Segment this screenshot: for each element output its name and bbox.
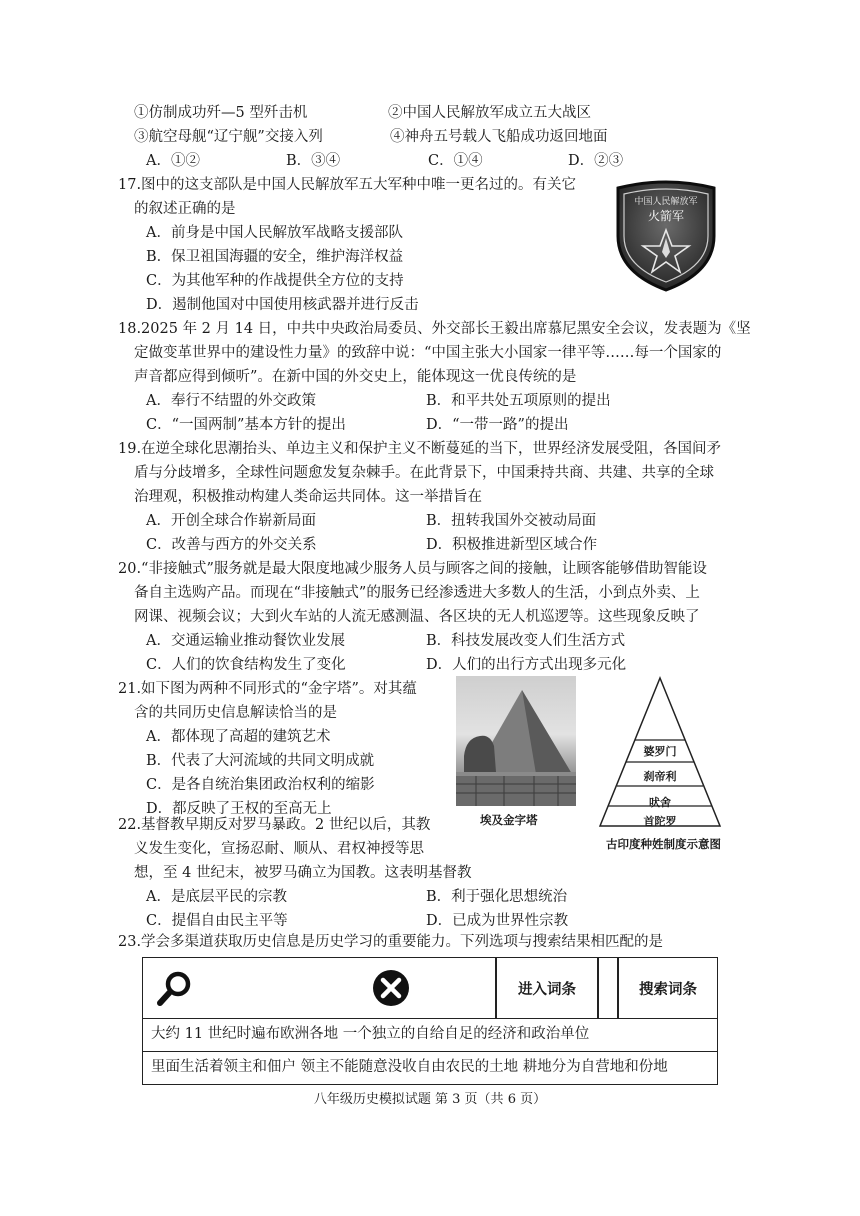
q17-stem-line1: 17.图中的这支部队是中国人民解放军五大军种中唯一更名过的。有关它 — [118, 177, 577, 193]
search-result-text-1: 大约 11 世纪时遍布欧洲各地 一个独立的自给自足的经济和政治单位 — [151, 1026, 590, 1042]
q19-option-c: C．改善与西方的外交关系 — [146, 537, 317, 553]
q21-option-d: D．都反映了王权的至高无上 — [146, 801, 332, 817]
q18-stem-line1: 18.2025 年 2 月 14 日，中共中央政治局委员、外交部长王毅出席慕尼黑安全会议，发表题为《坚 — [118, 321, 751, 337]
q23-stem: 23.学会多渠道获取历史信息是历史学习的重要能力。下列选项与搜索结果相匹配的是 — [118, 934, 664, 950]
search-icon[interactable] — [157, 970, 193, 1006]
caste-label-brahmin: 婆罗门 — [643, 745, 677, 758]
q16-option-c: C．①④ — [428, 153, 483, 169]
q21-option-a: A．都体现了高超的建筑艺术 — [146, 729, 331, 745]
search-result-text-2: 里面生活着领主和佃户 领主不能随意没收自由农民的土地 耕地分为自营地和份地 — [151, 1059, 668, 1075]
rocket-force-badge-icon — [612, 180, 720, 292]
q19-stem-line1: 19.在逆全球化思潮抬头、单边主义和保护主义不断蔓延的当下，世界经济发展受阻，各国间矛 — [118, 441, 722, 457]
q18-option-b: B．和平共处五项原则的提出 — [426, 393, 611, 409]
q16-option-d: D．②③ — [568, 153, 624, 169]
search-result-row — [143, 1018, 717, 1052]
q22-option-a: A．是底层平民的宗教 — [146, 889, 287, 905]
q22-option-d: D．已成为世界性宗教 — [426, 913, 569, 929]
egypt-pyramid-photo — [456, 676, 576, 806]
q20-option-a: A．交通运输业推动餐饮业发展 — [146, 633, 345, 649]
q19-option-a: A．开创全球合作崭新局面 — [146, 513, 316, 529]
q19-stem-line2: 盾与分歧增多，全球性问题愈发复杂棘手。在此背景下，中国秉持共商、共建、共享的全球 — [134, 465, 714, 481]
svg-text:火箭军: 火箭军 — [647, 209, 685, 223]
q17-option-b: B．保卫祖国海疆的安全，维护海洋权益 — [146, 249, 404, 265]
q16-option-a: A．①② — [146, 153, 200, 169]
enter-entry-button[interactable]: 进入词条 — [518, 981, 576, 998]
q20-stem-line3: 网课、视频会议；大到火车站的人流无感测温、各区块的无人机巡逻等。这些现象反映了 — [134, 609, 700, 625]
q21-stem-line1: 21.如下图为两种不同形式的“金字塔”。对其蕴 — [118, 681, 417, 697]
q22-stem-line3: 想，至 4 世纪末，被罗马确立为国教。这表明基督教 — [134, 865, 472, 881]
q16-item-4: ④神舟五号载人飞船成功返回地面 — [390, 129, 608, 145]
q22-option-c: C．提倡自由民主平等 — [146, 913, 288, 929]
q19-stem-line3: 治理观，积极推动构建人类命运共同体。这一举措旨在 — [134, 489, 482, 505]
q21-option-c: C．是各自统治集团政治权利的缩影 — [146, 777, 375, 793]
q19-option-d: D．积极推进新型区域合作 — [426, 537, 598, 553]
divider — [597, 958, 599, 1018]
search-entry-button[interactable]: 搜索词条 — [639, 981, 697, 998]
search-result-row — [143, 1051, 717, 1084]
q17-option-c: C．为其他军种的作战提供全方位的支持 — [146, 273, 404, 289]
q18-option-d: D．“一带一路”的提出 — [426, 417, 569, 433]
q21-option-b: B．代表了大河流域的共同文明成就 — [146, 753, 375, 769]
egypt-photo-caption: 埃及金字塔 — [480, 813, 538, 827]
q18-option-c: C．“一国两制”基本方针的提出 — [146, 417, 346, 433]
q22-option-b: B．利于强化思想统治 — [426, 889, 568, 905]
q20-stem-line1: 20.“非接触式”服务就是最大限度地减少服务人员与顾客之间的接触，让顾客能够借助智能设 — [118, 561, 707, 577]
svg-text:中国人民解放军: 中国人民解放军 — [634, 197, 698, 207]
q20-option-b: B．科技发展改变人们生活方式 — [426, 633, 626, 649]
search-result-table — [142, 957, 718, 1085]
q20-stem-line2: 备自主选购产品。而现在“非接触式”的服务已经渗透进大多数人的生活，小到点外卖、上 — [134, 585, 700, 601]
q17-option-a: A．前身是中国人民解放军战略支援部队 — [146, 225, 403, 241]
q21-stem-line2: 含的共同历史信息解读恰当的是 — [134, 705, 337, 721]
q19-option-b: B．扭转我国外交被动局面 — [426, 513, 597, 529]
q22-stem-line1: 22.基督教早期反对罗马暴政。2 世纪以后，其教 — [118, 817, 431, 833]
q18-stem-line2: 定做变革世界中的建设性力量》的致辞中说：“中国主张大小国家一律平等……每一个国家的 — [134, 345, 722, 361]
q16-item-3: ③航空母舰“辽宁舰”交接入列 — [134, 129, 323, 145]
clear-icon[interactable] — [371, 968, 411, 1008]
caste-label-shudra: 首陀罗 — [643, 815, 677, 828]
q20-option-d: D．人们的出行方式出现多元化 — [426, 657, 627, 673]
q17-option-d: D．遏制他国对中国使用核武器并进行反击 — [146, 297, 419, 313]
q17-stem-line2: 的叙述正确的是 — [134, 201, 236, 217]
search-toolbar — [143, 958, 717, 1019]
caste-label-vaishya: 吠舍 — [649, 796, 671, 809]
caste-label-kshatriya: 刹帝利 — [643, 770, 677, 783]
q16-option-b: B．③④ — [286, 153, 341, 169]
q18-option-a: A．奉行不结盟的外交政策 — [146, 393, 316, 409]
q22-stem-line2: 义发生变化，宣扬忍耐、顺从、君权神授等思 — [134, 841, 424, 857]
page-footer: 八年级历史模拟试题 第 3 页（共 6 页） — [313, 1092, 547, 1107]
q20-option-c: C．人们的饮食结构发生了变化 — [146, 657, 346, 673]
caste-diagram-caption: 古印度种姓制度示意图 — [606, 837, 721, 851]
q18-stem-line3: 声音都应得到倾听”。在新中国的外交史上，能体现这一优良传统的是 — [134, 369, 577, 385]
q16-item-1: ①仿制成功歼—5 型歼击机 — [134, 105, 308, 121]
q16-item-2: ②中国人民解放军成立五大战区 — [388, 105, 591, 121]
